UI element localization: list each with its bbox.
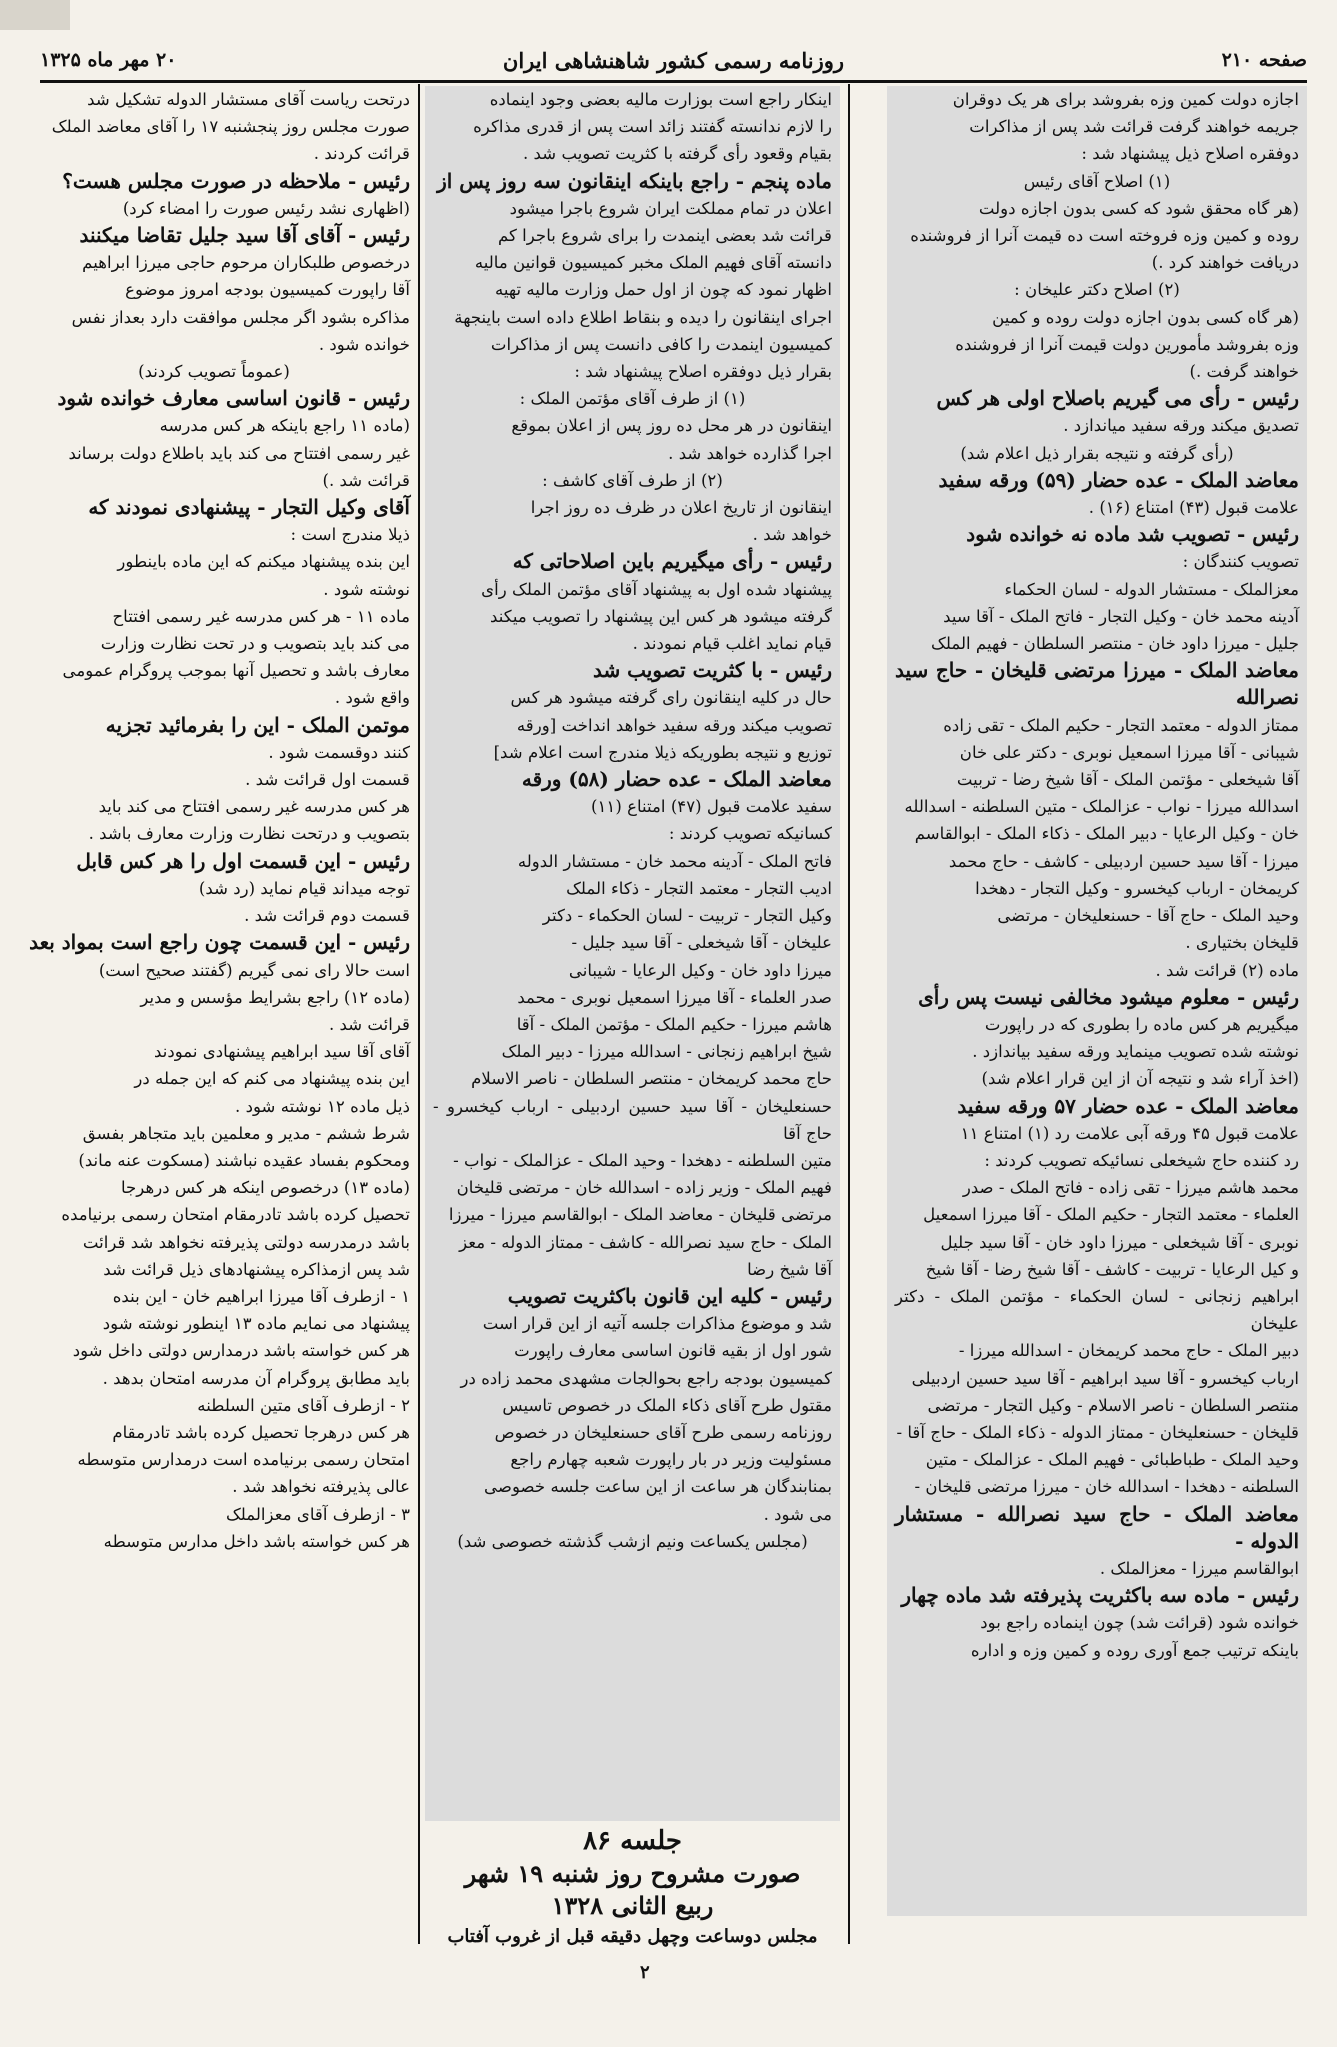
text-line: فاتح الملک - آدینه محمد خان - مستشار الدوله: [517, 851, 832, 871]
text-line: هر کس خواسته باشد درمدارس دولتی داخل شود: [72, 1341, 410, 1361]
text-line: معاضد الملک - میرزا مرتضی قلیخان - حاج سید نصرالله: [895, 658, 1299, 710]
text-line: قرائت شد .: [328, 1014, 410, 1034]
text-line: وزه بفروشد مأمورین دولت قیمت آنرا از فروشنده: [955, 334, 1299, 354]
text-line: امتحان رسمی برنیامده است درمدارس متوسطه: [77, 1450, 410, 1470]
text-line: (ماده ۱۳) درخصوص اینکه هر کس درهرجا: [120, 1178, 410, 1198]
text-line: ممتاز الدوله - معتمد التجار - حکیم الملک - تقی زاده: [943, 715, 1299, 735]
text-line: (۱) اصلاح آقای رئیس: [1023, 171, 1171, 191]
text-line: قسمت اول قرائت شد .: [245, 770, 410, 790]
text-line: رئیس - ماده سه باکثریت پذیرفته شد ماده چهار: [901, 1583, 1299, 1608]
column-left: [14, 86, 414, 2026]
text-line: آقا راپورت کمیسیون بودجه امروز موضوع: [125, 280, 410, 300]
text-line: وحید الملک - حاج آقا - حسنعلیخان - مرتضی: [997, 906, 1299, 926]
text-line: (اظهاری نشد رئیس صورت را امضاء کرد): [122, 198, 410, 218]
text-line: میرزا - آقا سید حسین اردبیلی - کاشف - حاج محمد: [948, 851, 1299, 871]
text-line: معارف باشد و تحصیل آنها بموجب پروگرام عمومی: [62, 661, 410, 681]
text-line: ابوالقاسم میرزا - معزالملک .: [1099, 1558, 1299, 1578]
page-header: [40, 40, 1307, 83]
header-title: روزنامه رسمی کشور شاهنشاهی ایران: [502, 47, 845, 73]
text-line: جریمه خواهند گرفت قرائت شد پس از مذاکرات: [969, 117, 1299, 137]
footer-page-number: ۲: [640, 1962, 650, 1983]
column-right: [887, 86, 1307, 1916]
text-line: روده و کمین وزه فروخته است ده قیمت آنرا از فروشنده: [910, 226, 1299, 246]
text-line: اجرا گذارده خواهد شد .: [668, 443, 832, 463]
text-line: باینکه ترتیب جمع آوری روده و کمین وزه و اداره: [970, 1640, 1299, 1660]
text-line: درتحت ریاست آقای مستشار الدوله تشکیل شد: [87, 90, 410, 109]
text-line: محمد هاشم میرزا - تقی زاده - فاتح الملک - صدر: [962, 1178, 1299, 1198]
text-line: آقا شیخعلی - مؤتمن الملک - آقا شیخ رضا - تربیت: [956, 770, 1299, 790]
text-line: ماده ۱۱ - هر کس مدرسه غیر رسمی افتتاح: [112, 606, 410, 626]
text-line: صدر العلماء - آقا میرزا اسمعیل نوبری - محمد: [517, 987, 832, 1007]
session-number: جلسه ۸۶: [583, 1826, 682, 1856]
text-line: خان - وکیل الرعایا - دبیر الملک - ذکاء الملک - ابوالقاسم: [914, 824, 1299, 844]
text-line: روزنامه رسمی طرح آقای حسنعلیخان در خصوص: [494, 1422, 832, 1442]
text-line: قسمت دوم قرائت شد .: [244, 906, 410, 926]
text-line: (اخذ آراء شد و نتیجه آن از این قرار اعلام شد): [981, 1069, 1299, 1089]
text-line: معاضد الملک - عده حضار (۵۹) ورقه سفید: [938, 467, 1299, 492]
text-line: رئیس - تصویب شد ماده نه خوانده شود: [966, 522, 1299, 547]
text-line: حسنعلیخان - آقا سید حسین اردبیلی - ارباب کیخسرو - حاج آقا: [433, 1096, 832, 1143]
text-line: ماده (۲) قرائت شد .: [1155, 960, 1299, 980]
text-line: منتصر السلطان - ناصر الاسلام - وکیل التجار - مرتضی: [927, 1395, 1299, 1415]
session-heading: [430, 1824, 835, 1952]
text-line: رئیس - کلیه این قانون باکثریت تصویب: [507, 1283, 832, 1308]
text-line: معاضد الملک - عده حضار (۵۸) ورقه: [521, 767, 832, 792]
text-line: دریافت خواهند کرد .): [1151, 253, 1299, 273]
text-line: خواهد شد .: [752, 525, 832, 545]
text-line: (مجلس یکساعت ونیم ازشب گذشته خصوصی شد): [457, 1531, 808, 1551]
text-line: ذیل ماده ۱۲ نوشته شود .: [235, 1096, 410, 1116]
text-line: (۱) از طرف آقای مؤتمن الملک :: [519, 389, 746, 409]
text-line: است حالا رای نمی گیریم (گفتند صحیح است): [98, 960, 410, 980]
text-line: الملک - حاج سید نصرالله - کاشف - ممتاز الدوله - معز: [459, 1232, 832, 1252]
text-line: کمیسیون اینمدت را کافی دانست پس از مذاکرات: [490, 334, 832, 354]
text-line: رئیس - رأی می گیریم باصلاح اولی هر کس: [936, 386, 1299, 411]
session-minutes-line: صورت مشروح روز شنبه ۱۹ شهر: [464, 1859, 801, 1888]
text-line: رئیس - قانون اساسی معارف خوانده شود: [57, 386, 410, 411]
text-line: خواهند گرفت .): [1189, 362, 1299, 382]
text-line: این بنده پیشنهاد میکنم که این ماده باینطور: [117, 552, 410, 572]
text-line: معاضد الملک - حاج سید نصرالله - مستشار الدوله -: [895, 1501, 1299, 1553]
column-divider: [848, 84, 850, 1944]
text-line: رئیس - آقای آقا سید جلیل تقاضا میکنند: [79, 223, 410, 248]
text-line: دبیر الملک - حاج محمد کریمخان - اسدالله میرزا -: [958, 1341, 1299, 1361]
text-line: غیر رسمی افتتاح می کند باید باطلاع دولت برساند: [68, 443, 410, 463]
text-line: ارباب کیخسرو - آقا سید ابراهیم - آقا سید حسین اردبیلی: [911, 1368, 1299, 1388]
text-line: دوفقره اصلاح ذیل پیشنهاد شد :: [1081, 144, 1299, 164]
text-line: رد کننده حاج شیخعلی نسائیکه تصویب کردند :: [984, 1150, 1299, 1170]
text-line: (عموماً تصویب کردند): [138, 362, 290, 382]
text-line: اجازه دولت کمین وزه بفروشد برای هر یک دوقران: [952, 90, 1299, 109]
text-line: بقرار ذیل دوفقره اصلاح پیشنهاد شد :: [574, 362, 832, 382]
text-line: درخصوص طلبکاران مرحوم حاجی میرزا ابراهیم: [82, 253, 410, 273]
text-line: خوانده شود .: [318, 334, 410, 354]
header-date: ۲۰ مهر ماه ۱۳۲۵: [40, 49, 177, 71]
text-line: اظهار نمود که چون از اول حمل وزارت مالیه تهیه: [494, 280, 832, 300]
text-line: آقا شیخ رضا: [747, 1259, 832, 1279]
text-line: باشد درمدرسه دولتی پذیرفته نخواهد شد قرائت: [82, 1232, 410, 1252]
text-line: شد و موضوع مذاکرات جلسه آتیه از این قرار است: [482, 1314, 832, 1334]
text-line: کمیسیون بودجه راجع بحوالجات مشهدی محمد زاده در: [460, 1368, 832, 1388]
text-line: می شود .: [763, 1504, 832, 1524]
text-line: اینقانون در هر محل ده روز پس از اعلان بموقع: [511, 416, 832, 436]
text-line: متین السلطنه - دهخدا - وحید الملک - عزالملک - نواب -: [453, 1150, 832, 1170]
text-line: تصویب کنندگان :: [1182, 552, 1299, 572]
text-line: علیخان - آقا شیخعلی - آقا سید جلیل -: [571, 933, 832, 953]
text-line: قرائت شد بعضی اینمدت را برای شروع باجرا کم: [497, 226, 832, 246]
text-line: (رأی گرفته و نتیجه بقرار ذیل اعلام شد): [960, 443, 1234, 463]
text-line: نوشته شده تصویب مینماید ورقه سفید بیاندازد .: [972, 1042, 1299, 1062]
text-line: نوبری - آقا شیخعلی - میرزا داود خان - آقا سید جلیل: [940, 1232, 1299, 1252]
text-line: علامت قبول (۴۳) امتناع (۱۶) .: [1088, 498, 1299, 518]
text-line: توزیع و نتیجه بطوریکه ذیلا مندرج است اعلام شد]: [493, 742, 832, 762]
text-line: هر کس درهرجا تحصیل کرده باشد تادرمقام: [112, 1422, 410, 1442]
column-middle: [425, 86, 840, 1821]
text-line: وحید الملک - طباطبائی - فهیم الملک - عزالملک - متین: [925, 1450, 1299, 1470]
text-line: حال در کلیه اینقانون رای گرفته میشود هر کس: [510, 688, 832, 708]
text-line: می کند باید بتصویب و در تحت نظارت وزارت: [100, 634, 410, 654]
text-line: شرط ششم - مدیر و معلمین باید متجاهر بفسق: [82, 1123, 410, 1143]
text-line: (هر گاه کسی بدون اجازه دولت روده و کمین: [992, 307, 1299, 327]
text-line: میگیریم هر کس ماده را بطوری که در راپورت: [984, 1014, 1299, 1034]
text-line: آقای آقا سید ابراهیم پیشنهادی نمودند: [154, 1042, 410, 1062]
text-line: قلیخان بختیاری .: [1185, 933, 1299, 953]
text-line: گرفته میشود هر کس این پیشنهاد را تصویب میکند: [490, 606, 832, 626]
text-line: آدینه محمد خان - وکیل التجار - فاتح الملک - آقا سید: [943, 606, 1299, 626]
text-line: مرتضی قلیخان - معاضد الملک - ابوالقاسم میرزا - میرزا: [448, 1205, 832, 1225]
text-line: ادیب التجار - معتمد التجار - ذکاء الملک: [566, 878, 832, 898]
text-line: دانسته آقای فهیم الملک مخبر کمیسیون قوانین مالیه: [474, 253, 832, 273]
text-line: خوانده شود (قرائت شد) چون اینماده راجع بود: [980, 1613, 1299, 1633]
text-line: السلطنه - دهخدا - اسدالله خان - میرزا مرتضی قلیخان -: [914, 1477, 1299, 1497]
text-line: مسئولیت وزیر در بار راپورت شعبه چهارم راجع: [510, 1450, 832, 1470]
text-line: رئیس - رأی میگیریم باین اصلاحاتی که: [512, 549, 832, 574]
page-stain: [0, 0, 70, 30]
text-line: شور اول از بقیه قانون اساسی معارف راپورت: [514, 1341, 832, 1361]
text-line: قلیخان - حسنعلیخان - ممتاز الدوله - ذکاء الملک - حاج آقا -: [896, 1422, 1299, 1442]
text-line: بمنابندگان هر ساعت از این ساعت جلسه خصوصی: [484, 1477, 832, 1497]
text-line: هاشم میرزا - حکیم الملک - مؤتمن الملک - آقا: [516, 1014, 832, 1034]
text-line: معاضد الملک - عده حضار ۵۷ ورقه سفید: [957, 1093, 1299, 1118]
text-line: پیشنهاد شده اول به پیشنهاد آقای مؤتمن الملک رأی: [481, 579, 832, 599]
text-line: ۲ - ازطرف آقای متین السلطنه: [197, 1395, 410, 1415]
text-line: پیشنهاد می نمایم ماده ۱۳ اینطور نوشته شود: [102, 1314, 410, 1334]
text-line: کریمخان - ارباب کیخسرو - وکیل التجار - دهخدا: [975, 878, 1299, 898]
text-line: قیام نماید اغلب قیام نمودند .: [632, 634, 832, 654]
text-line: (۲) از طرف آقای کاشف :: [542, 470, 723, 490]
text-line: شیخ ابراهیم زنجانی - اسدالله میرزا - دبیر الملک: [501, 1042, 832, 1062]
text-line: شد پس ازمذاکره پیشنهادهای ذیل قرائت شد: [103, 1259, 410, 1279]
text-line: وکیل التجار - تربیت - لسان الحکماء - دکتر: [542, 906, 832, 926]
text-line: رئیس - این قسمت چون راجع است بمواد بعد: [29, 930, 410, 955]
text-line: اسدالله میرزا - نواب - عزالملک - متین السلطنه - اسدالله: [904, 797, 1299, 817]
text-line: ابراهیم زنجانی - لسان الحکماء - مؤتمن الملک - دکتر علیخان: [895, 1286, 1299, 1334]
session-month-line: ربیع الثانی ۱۳۲۸: [551, 1891, 714, 1920]
text-line: معزالملک - مستشار الدوله - لسان الحکماء: [1004, 579, 1299, 599]
text-line: صورت مجلس روز پنجشنبه ۱۷ را آقای معاضد الملک: [51, 117, 410, 137]
text-line: حاج محمد کریمخان - منتصر السلطان - ناصر الاسلام: [471, 1069, 832, 1089]
text-line: کسانیکه تصویب کردند :: [668, 824, 832, 844]
text-line: بقیام وقعود رأی گرفته با کثریت تصویب شد .: [523, 144, 832, 164]
text-line: تصدیق میکند ورقه سفید میاندازد .: [1063, 416, 1299, 436]
text-line: سفید علامت قبول (۴۷) امتناع (۱۱): [591, 797, 832, 817]
text-line: رئیس - ملاحظه در صورت مجلس هست؟: [62, 168, 410, 193]
text-line: ۱ - ازطرف آقا میرزا ابراهیم خان - این بنده: [112, 1286, 410, 1306]
text-line: واقع شود .: [334, 688, 410, 708]
text-line: این بنده پیشنهاد می کنم که این جمله در: [134, 1069, 410, 1089]
text-line: اعلان در تمام مملکت ایران شروع باجرا میشود: [509, 198, 832, 218]
text-line: (ماده ۱۱ راجع باینکه هر کس مدرسه: [159, 416, 410, 436]
text-line: قرائت شد .): [322, 470, 410, 490]
text-line: تحصیل کرده باشد تادرمقام امتحان رسمی برنیامده: [61, 1205, 410, 1225]
text-line: نوشته شود .: [323, 579, 410, 599]
text-line: مقتول طرح آقای ذکاء الملک در خصوص تاسیس: [502, 1395, 832, 1415]
text-line: رئیس - با کثریت تصویب شد: [592, 658, 832, 683]
text-line: اجرای اینقانون را دیده و بنقاط اطلاع داده است باینجهة: [454, 307, 832, 327]
text-line: فهیم الملک - وزیر زاده - اسدالله خان - مرتضی قلیخان: [456, 1178, 832, 1198]
text-line: رئیس - این قسمت اول را هر کس قابل: [76, 848, 410, 873]
text-line: باید مطابق پروگرام آن مدرسه امتحان بدهد .: [102, 1368, 410, 1388]
text-line: آقای وکیل التجار - پیشنهادی نمودند که: [88, 495, 410, 520]
text-line: جلیل - میرزا داود خان - منتصر السلطان - فهیم الملک: [931, 634, 1299, 654]
text-line: رئیس - معلوم میشود مخالفی نیست پس رأی: [918, 984, 1299, 1009]
text-line: بتصویب و درتحت نظارت وزارت معارف باشد .: [88, 824, 410, 844]
text-line: میرزا داود خان - وکیل الرعایا - شیبانی: [568, 960, 832, 980]
text-line: قرائت کردند .: [313, 144, 410, 164]
text-line: هر کس خواسته باشد داخل مدارس متوسطه: [103, 1531, 410, 1551]
text-line: عالی پذیرفته نخواهد شد .: [232, 1477, 410, 1497]
text-line: العلماء - معتمد التجار - حکیم الملک - آقا میرزا اسمعیل: [923, 1205, 1299, 1225]
session-open-time: مجلس دوساعت وچهل دقیقه قبل از غروب آفتاب: [447, 1926, 818, 1947]
text-line: (ماده ۱۲) راجع بشرایط مؤسس و مدیر: [140, 987, 410, 1007]
text-line: موتمن الملک - این را بفرمائید تجزیه: [105, 712, 410, 737]
text-line: مذاکره بشود اگر مجلس موافقت دارد بعداز نفس: [71, 307, 410, 327]
text-line: ومحکوم بفساد عقیده نباشند (مسکوت عنه ماند): [78, 1150, 410, 1170]
text-line: توجه میداند قیام نماید (رد شد): [198, 878, 410, 898]
text-line: و کیل الرعایا - تربیت - کاشف - آقا شیخ رضا - آقا شیخ: [925, 1259, 1299, 1279]
text-line: اینقانون از تاریخ اعلان در ظرف ده روز اجرا: [530, 498, 832, 518]
text-line: ۳ - ازطرف آقای معزالملک: [225, 1504, 410, 1524]
text-line: را لازم ندانسته گفتند زائد است پس از قدری مذاکره: [473, 117, 832, 137]
text-line: علامت قبول ۴۵ ورقه آبی علامت رد (۱) امتناع ۱۱: [960, 1123, 1299, 1143]
text-line: ماده پنجم - راجع باینکه اینقانون سه روز پس از: [437, 168, 832, 193]
text-line: شیبانی - آقا میرزا اسمعیل نوبری - دکتر علی خان: [959, 742, 1299, 762]
text-line: (۲) اصلاح دکتر علیخان :: [1014, 280, 1180, 300]
text-line: هر کس مدرسه غیر رسمی افتتاح می کند باید: [98, 797, 410, 817]
text-line: کنند دوقسمت شود .: [268, 742, 410, 762]
header-page-label: صفحه ۲۱۰: [1221, 49, 1307, 71]
text-line: (هر گاه محقق شود که کسی بدون اجازه دولت: [978, 198, 1299, 218]
text-line: اینکار راجع است بوزارت مالیه بعضی وجود اینماده: [489, 90, 832, 109]
column-divider: [418, 84, 420, 1944]
text-line: تصویب میکند ورقه سفید خواهد انداخت [ورقه: [516, 715, 832, 735]
text-line: ذیلا مندرج است :: [290, 525, 410, 545]
